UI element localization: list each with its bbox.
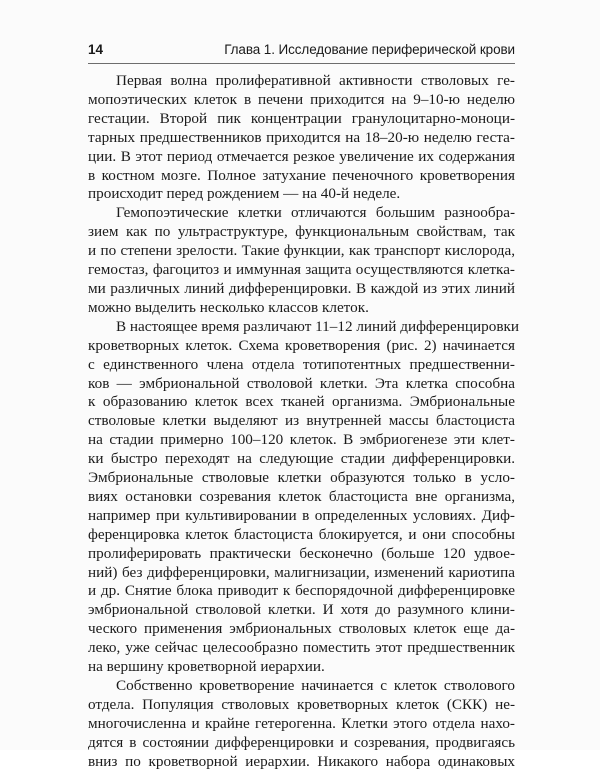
text-line: виях остановки созревания клеток бластоциста вне организма, (88, 487, 515, 505)
text-line: ний) без дифференцировки, малигнизации, изменений кариотипа (88, 563, 515, 581)
body-text (88, 72, 519, 772)
text-line: гемостаз, фагоцитоз и иммунная защита осуществляются клетка- (88, 261, 515, 279)
text-line: можно выделить несколько классов клеток. (88, 298, 369, 316)
text-line: кроветворных клеток. Схема кроветворения (рис. 2) начинается (88, 336, 515, 354)
text-line: Гемопоэтические клетки отличаются большим разнообра- (116, 204, 515, 222)
paragraph (88, 72, 515, 204)
running-title: Глава 1. Исследование периферической крови (224, 42, 515, 57)
text-line: например при культивировании в определенных условиях. Диф- (88, 506, 515, 524)
text-line: ми различных линий дифференцировки. В каждой из этих линий (88, 279, 515, 297)
text-line: к образованию клеток всех тканей организма. Эмбриональные (88, 393, 515, 411)
text-line: и др. Снятие блока приводит к беспорядочной дифференцировке (88, 582, 515, 600)
text-line: леко, уже сейчас целесообразно поместить этот предшественник (88, 639, 515, 657)
text-line: гестации. Второй пик концентрации гранулоцитарно-моноци- (88, 109, 515, 127)
text-line: ки быстро переходят на следующие стадии дифференцировки. (88, 450, 515, 468)
text-line: происходит перед рождением — на 40-й неделе. (88, 185, 401, 203)
text-line: В настоящее время различают 11–12 линий дифференцировки (116, 317, 519, 335)
text-line: ков — эмбриональной стволовой клетки. Эта клетка способна (88, 374, 515, 392)
text-line: дятся в состоянии дифференцировки и созревания, продвигаясь (88, 733, 515, 751)
text-line: тарных предшественников приходится на 18–20-ю неделю геста- (88, 128, 515, 146)
paragraph (88, 677, 515, 772)
text-line: многочисленна и крайне гетерогенна. Клетки этого отдела нахо- (88, 714, 515, 732)
text-line: эмбриональной стволовой клетки. И хотя до разумного клини- (88, 601, 515, 619)
text-line: пролиферировать практически бесконечно (больше 120 удвое- (88, 544, 515, 562)
page-number: 14 (88, 42, 104, 57)
page-header (88, 42, 515, 62)
text-line: на стадии примерно 100–120 клеток. В эмбриогенезе эти клет- (88, 431, 515, 449)
text-line: ческого применения эмбриональных стволовых клеток еще да- (88, 620, 515, 638)
text-line: и по степени зрелости. Такие функции, как транспорт кислорода, (88, 242, 515, 260)
text-line: стволовые клетки выделяют из внутренней массы бластоциста (88, 412, 515, 430)
text-line: ции. В этот период отмечается резкое увеличение их содержания (88, 147, 515, 165)
text-line: зием как по ультраструктуре, функциональным свойствам, так (88, 223, 515, 241)
text-line: на вершину кроветворной иерархии. (88, 658, 325, 676)
header-divider (88, 63, 515, 64)
text-line: Собственно кроветворение начинается с клеток стволового (116, 677, 515, 694)
text-line: отдела. Популяция стволовых кроветворных клеток (СКК) не- (88, 695, 515, 713)
paragraph (88, 317, 519, 677)
text-line: ференцировка клеток бластоциста блокируется, и они способны (88, 525, 515, 543)
text-line: в костном мозге. Полное затухание печеночного кроветворения (88, 166, 515, 184)
text-line: с единственного члена отдела тотипотентных предшественни- (88, 355, 515, 373)
text-line: Эмбриональные стволовые клетки образуются только в усло- (88, 469, 515, 487)
paragraph (88, 204, 515, 317)
text-line: мопоэтических клеток в печени приходится на 9–10-ю неделю (88, 90, 515, 108)
text-line: Первая волна пролиферативной активности стволовых ге- (116, 72, 515, 89)
text-line: вниз по кроветворной иерархии. Никакого набора одинаковых (88, 752, 515, 770)
